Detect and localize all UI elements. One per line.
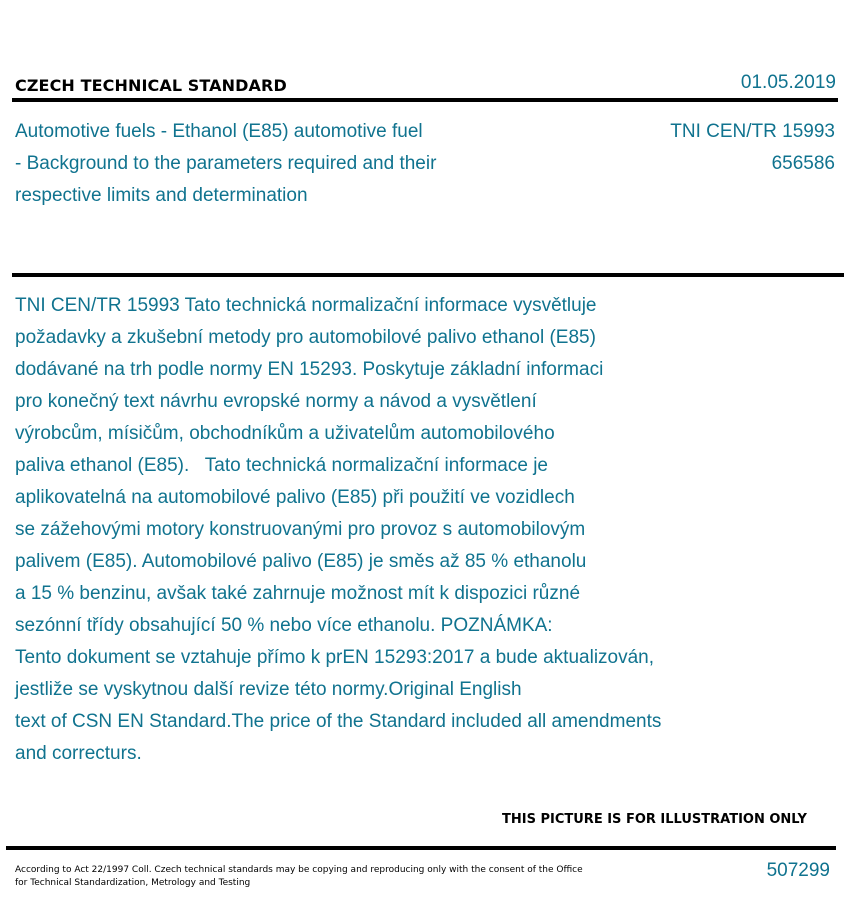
- footer-divider: [6, 846, 836, 850]
- description-line: and correcturs.: [15, 743, 142, 764]
- standard-description: [15, 290, 775, 770]
- publication-date: 01.05.2019: [740, 72, 836, 93]
- legal-line: According to Act 22/1997 Coll. Czech technical standards may be copying and reproducing only with the consent of the Office: [15, 865, 583, 875]
- standard-identifiers: [670, 116, 835, 180]
- document-heading: CZECH TECHNICAL STANDARD: [15, 76, 287, 95]
- legal-line: for Technical Standardization, Metrology and Testing: [15, 878, 251, 888]
- document-number: 507299: [766, 860, 830, 881]
- description-line: a 15 % benzinu, avšak také zahrnuje možnost mít k dispozici různé: [15, 583, 581, 604]
- standard-title: [15, 116, 515, 212]
- title-line: Automotive fuels - Ethanol (E85) automotive fuel: [15, 121, 423, 142]
- description-line: se zážehovými motory konstruovanými pro provoz s automobilovým: [15, 519, 586, 540]
- header-divider: [12, 98, 838, 102]
- title-line: respective limits and determination: [15, 185, 308, 206]
- legal-notice: [15, 864, 615, 890]
- title-divider: [12, 273, 844, 277]
- description-line: TNI CEN/TR 15993 Tato technická normalizační informace vysvětluje: [15, 295, 597, 316]
- description-line: Tento dokument se vztahuje přímo k prEN 15293:2017 a bude aktualizován,: [15, 647, 655, 668]
- description-line: jestliže se vyskytnou další revize této normy.Original English: [15, 679, 522, 700]
- description-line: výrobcům, mísičům, obchodníkům a uživatelům automobilového: [15, 423, 555, 444]
- description-line: dodávané na trh podle normy EN 15293. Poskytuje základní informaci: [15, 359, 604, 380]
- description-line: sezónní třídy obsahující 50 % nebo více ethanolu. POZNÁMKA:: [15, 615, 553, 636]
- catalog-number: 656586: [771, 153, 835, 174]
- description-line: požadavky a zkušební metody pro automobilové palivo ethanol (E85): [15, 327, 596, 348]
- description-line: pro konečný text návrhu evropské normy a návod a vysvětlení: [15, 391, 537, 412]
- standard-code: TNI CEN/TR 15993: [670, 121, 835, 142]
- description-line: palivem (E85). Automobilové palivo (E85) je směs až 85 % ethanolu: [15, 551, 587, 572]
- description-line: paliva ethanol (E85). Tato technická normalizační informace je: [15, 455, 548, 476]
- illustration-notice: THIS PICTURE IS FOR ILLUSTRATION ONLY: [502, 812, 807, 827]
- title-line: - Background to the parameters required and their: [15, 153, 437, 174]
- description-line: aplikovatelná na automobilové palivo (E85) při použití ve vozidlech: [15, 487, 575, 508]
- description-line: text of CSN EN Standard.The price of the Standard included all amendments: [15, 711, 662, 732]
